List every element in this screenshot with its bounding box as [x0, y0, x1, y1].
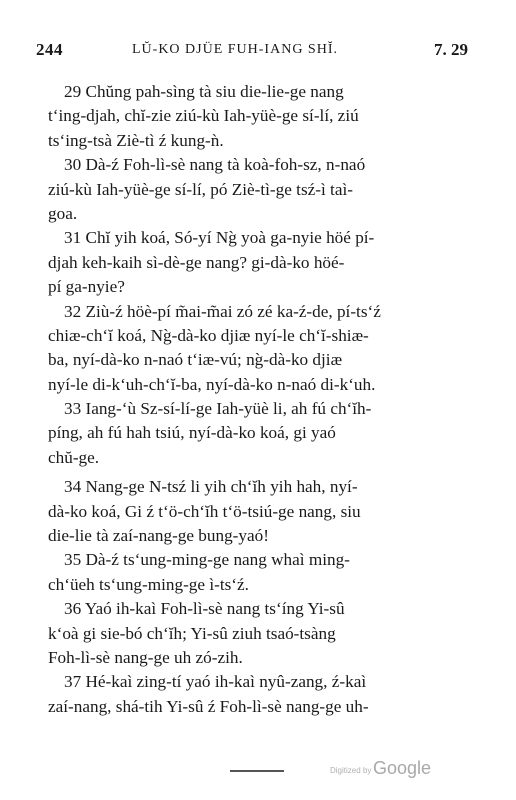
- text-line: Foh-lì-sè nang-ge uh zó-zih.: [48, 647, 243, 667]
- text-line: k‘oà gi sie-bó ch‘ĭh; Yi-sû ziuh tsaó-tsàng: [48, 623, 336, 643]
- text-line: dà-ko koá, Gi ź t‘ö-ch‘ĭh t‘ö-tsiú-ge nang, siu: [48, 501, 361, 521]
- text-line: djah keh-kaih sì-dè-ge nang? gi-dà-ko höé-: [48, 252, 345, 272]
- page-footer: [0, 758, 516, 788]
- text-line: t‘ing-djah, chĭ-zie ziú-kù Iah-yüè-ge sí-lí, ziú: [48, 106, 359, 126]
- text-line: 34 Nang-ge N-tsź li yih ch‘ĭh yih hah, nyí-: [64, 477, 358, 497]
- text-line: 33 Iang-‘ù Sz-sí-lí-ge Iah-yüè li, ah fú ch‘ĭh-: [64, 399, 372, 419]
- google-watermark: Google: [373, 758, 432, 778]
- text-line: 35 Dà-ź ts‘ung-ming-ge nang whaì ming-: [64, 550, 350, 570]
- text-line: pí ga-nyie?: [48, 277, 125, 297]
- text-line: ch‘üeh ts‘ung-ming-ge ì-ts‘ź.: [48, 574, 249, 594]
- running-header: [36, 40, 468, 66]
- text-line: píng, ah fú hah tsiú, nyí-dà-ko koá, gi yaó: [48, 423, 336, 443]
- text-line: goa.: [48, 203, 78, 223]
- footer-rule: [230, 770, 284, 772]
- text-line: chiæ-ch‘ĭ koá, Ng̀-dà-ko djiæ nyí-le ch‘ĭ-shiæ-: [48, 325, 369, 345]
- text-line: die-lie tà zaí-nang-ge bung-yaó!: [48, 526, 269, 546]
- text-line: ziú-kù Iah-yüè-ge sí-lí, pó Ziè-tì-ge tsź-ì taì-: [48, 179, 353, 199]
- text-line: 29 Chŭng pah-sìng tà siu die-lie-ge nang: [64, 82, 344, 101]
- text-line: 30 Dà-ź Foh-lì-sè nang tà koà-foh-sz, n-naó: [64, 155, 366, 175]
- text-line: 36 Yaó ih-kaì Foh-lì-sè nang ts‘íng Yi-sû: [64, 599, 345, 619]
- page-number: 244: [36, 40, 63, 59]
- chapter-verse-reference: 7. 29: [434, 40, 468, 59]
- text-line: 31 Chĭ yih koá, Só-yí Ng̀ yoà ga-nyie höé pí-: [64, 228, 375, 248]
- text-line: ba, nyí-dà-ko n-naó t‘iæ-vú; ng̀-dà-ko djiæ: [48, 350, 343, 370]
- digitized-by-label: Digitized by: [330, 766, 372, 775]
- text-line: nyí-le di-k‘uh-ch‘ĭ-ba, nyí-dà-ko n-naó di-k‘uh.: [48, 374, 376, 394]
- text-line: chŭ-ge.: [48, 447, 100, 467]
- text-line: 32 Ziù-ź höè-pí m̃ai-m̃ai zó zé ka-ź-de, pí-ts‘ź: [64, 301, 381, 321]
- running-title: LŬ-KO DJÜE FUH-IANG SHĬ.: [132, 42, 338, 57]
- text-line: ts‘ing-tsà Ziè-tì ź kung-ǹ.: [48, 130, 224, 150]
- text-line: zaí-nang, shá-tih Yi-sû ź Foh-lì-sè nang-ge uh-: [48, 696, 369, 716]
- scripture-text: [48, 80, 468, 719]
- text-line: 37 Hé-kaì zing-tí yaó ih-kaì nyû-zang, ź-kaì: [64, 672, 367, 692]
